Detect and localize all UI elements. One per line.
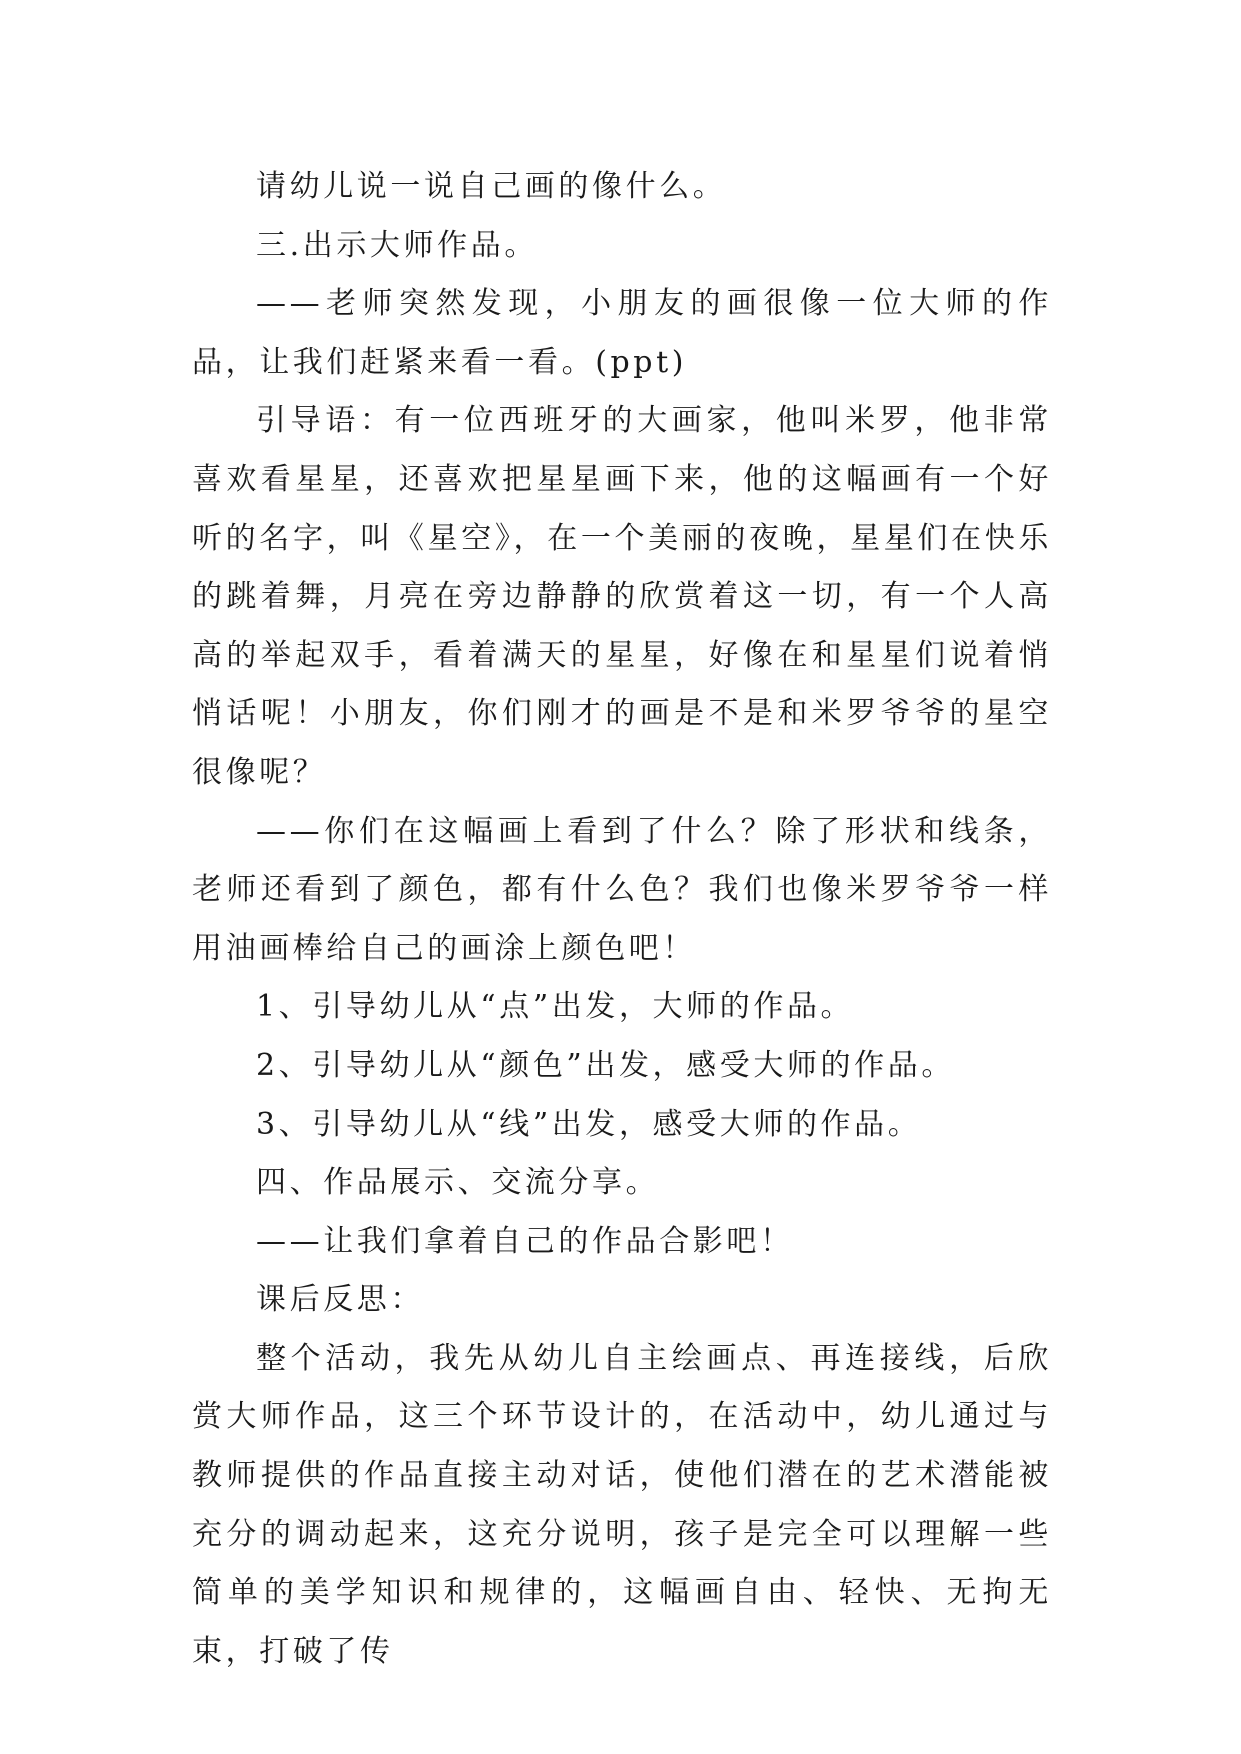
document-body bbox=[192, 158, 1052, 1681]
paragraph-group-photo: ——让我们拿着自己的作品合影吧！ bbox=[256, 1223, 794, 1259]
list-item-dots: 1、引导幼儿从“点”出发，大师的作品。 bbox=[256, 989, 855, 1025]
paragraph-teacher-discovery: ——老师突然发现，小朋友的画很像一位大师的作品，让我们赶紧来看一看。(ppt) bbox=[192, 286, 1052, 380]
list-item-lines: 3、引导幼儿从“线”出发，感受大师的作品。 bbox=[256, 1106, 922, 1142]
section-heading-reflection: 课后反思： bbox=[256, 1282, 424, 1318]
paragraph-reflection-body: 整个活动，我先从幼儿自主绘画点、再连接线，后欣赏大师作品，这三个环节设计的，在活动中，幼儿通过与教师提供的作品直接主动对话，使他们潜在的艺术潜能被充分的调动起来，这充分说明，孩子是完全可以理解一些简单的美学知识和规律的，这幅画自由、轻快、无拘无束，打破了传 bbox=[192, 1340, 1052, 1669]
list-item-colors: 2、引导幼儿从“颜色”出发，感受大师的作品。 bbox=[256, 1047, 955, 1083]
paragraph-describe-drawing: 请幼儿说一说自己画的像什么。 bbox=[256, 169, 727, 204]
paragraph-what-did-you-see: ——你们在这幅画上看到了什么？除了形状和线条，老师还看到了颜色，都有什么色？我们也像米罗爷爷一样用油画棒给自己的画涂上颜色吧！ bbox=[192, 813, 1052, 966]
section-heading-show-master-work: 三.出示大师作品。 bbox=[256, 227, 538, 263]
section-heading-display-share: 四、作品展示、交流分享。 bbox=[256, 1165, 660, 1201]
paragraph-guide-speech: 引导语：有一位西班牙的大画家，他叫米罗，他非常喜欢看星星，还喜欢把星星画下来，他的这幅画有一个好听的名字，叫《星空》，在一个美丽的夜晚，星星们在快乐的跳着舞，月亮在旁边静静的欣赏着这一切，有一个人高高的举起双手，看着满天的星星，好像在和星星们说着悄悄话呢！小朋友，你们刚才的画是不是和米罗爷爷的星空很像呢？ bbox=[192, 403, 1052, 790]
